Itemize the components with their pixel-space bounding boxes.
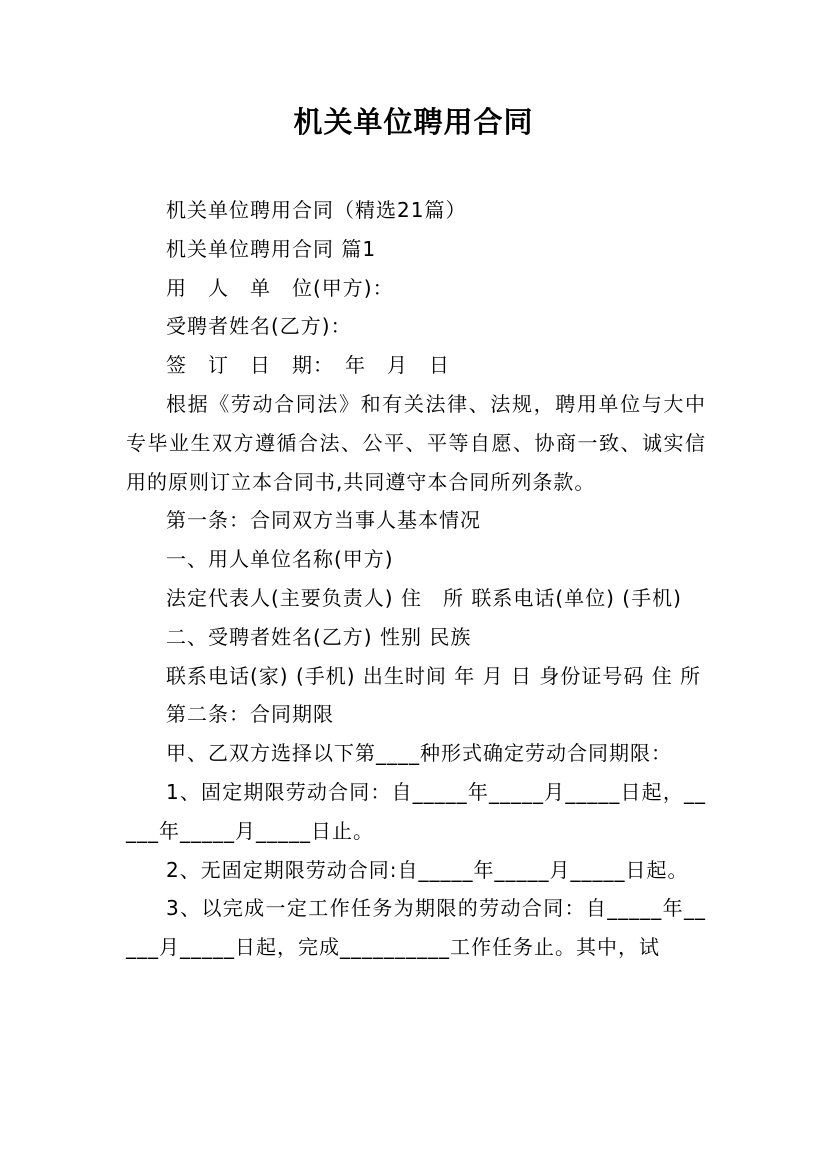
paragraph-employer-name: 一、用人单位名称(甲方) (166, 547, 394, 572)
paragraph-open-term: 2、无固定期限劳动合同:自_____年_____月_____日起。 (166, 857, 689, 882)
paragraph-employee-name: 二、受聘者姓名(乙方) 性别 民族 (166, 624, 472, 649)
paragraph-article-1-heading: 第一条：合同双方当事人基本情况 (166, 508, 481, 533)
paragraph-subtitle: 机关单位聘用合同（精选21篇） (166, 198, 467, 222)
paragraph-fixed-term: 1、固定期限劳动合同：自_____年_____月_____日起，_____年_____月_____日止。 (126, 779, 706, 843)
paragraph-term-choice: 甲、乙双方选择以下第____种形式确定劳动合同期限： (166, 741, 672, 766)
document-title: 机关单位聘用合同 (293, 105, 534, 139)
paragraph-employee-contacts: 联系电话(家) (手机) 出生时间 年 月 日 身份证号码 住 所 (166, 663, 702, 688)
paragraph-preamble: 根据《劳动合同法》和有关法律、法规，聘用单位与大中专毕业生双方遵循合法、公平、平等自愿、协商一致、诚实信用的原则订立本合同书,共同遵守本合同所列条款。 (126, 391, 706, 494)
document-body (126, 191, 706, 967)
paragraph-sign-date-field: 签 订 日 期： 年 月 日 (166, 353, 450, 378)
paragraph-employer-field: 用 人 单 位(甲方)： (166, 275, 394, 300)
paragraph-employer-contacts: 法定代表人(主要负责人) 住 所 联系电话(单位) (手机) (166, 585, 682, 610)
paragraph-section-heading: 机关单位聘用合同 篇1 (166, 236, 377, 261)
paragraph-task-term: 3、以完成一定工作任务为期限的劳动合同：自_____年_____月_____日起，完成__________工作任务止。其中，试 (126, 896, 706, 960)
paragraph-article-2-heading: 第二条：合同期限 (166, 702, 334, 727)
paragraph-employee-field: 受聘者姓名(乙方)： (166, 314, 352, 339)
